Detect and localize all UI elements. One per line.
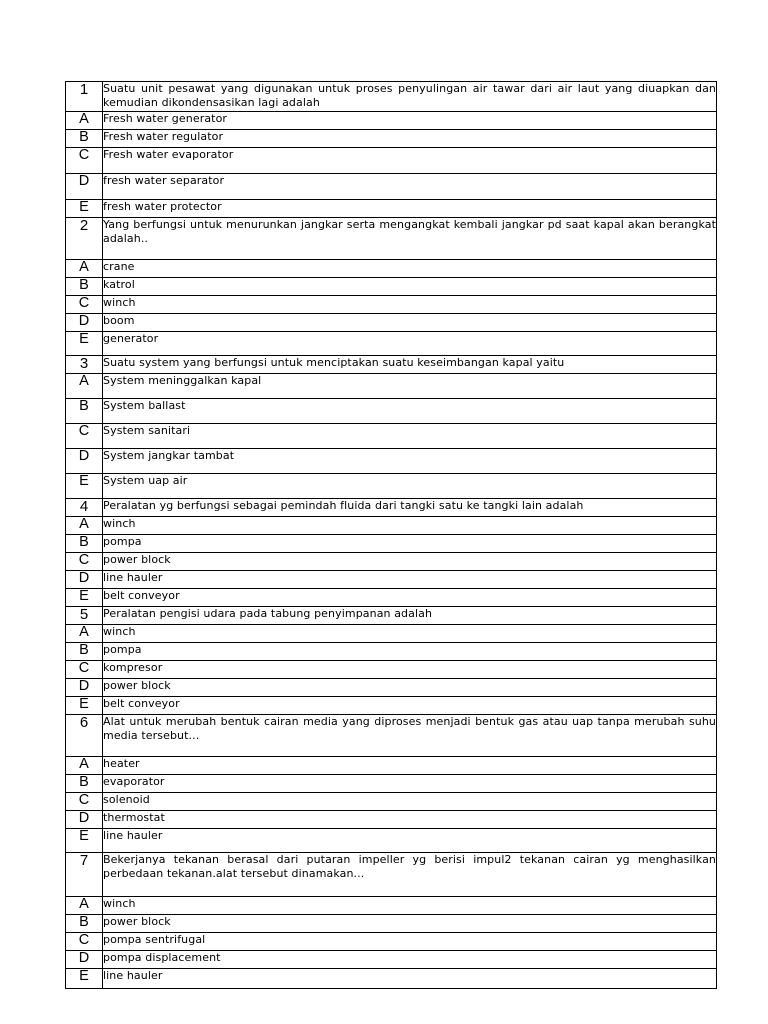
quiz-table xyxy=(65,81,717,989)
option-letter: E xyxy=(66,200,103,218)
option-text: line hauler xyxy=(103,969,717,989)
option-letter: A xyxy=(66,625,103,643)
option-letter: A xyxy=(66,260,103,278)
option-text: evaporator xyxy=(103,775,717,793)
option-row xyxy=(66,535,717,553)
option-row xyxy=(66,260,717,278)
option-row xyxy=(66,811,717,829)
option-text: thermostat xyxy=(103,811,717,829)
question-row xyxy=(66,218,717,260)
option-letter: B xyxy=(66,643,103,661)
question-text: Suatu system yang berfungsi untuk menciptakan suatu keseimbangan kapal yaitu xyxy=(103,356,717,374)
option-letter: A xyxy=(66,517,103,535)
option-row xyxy=(66,296,717,314)
option-text: heater xyxy=(103,757,717,775)
option-row xyxy=(66,775,717,793)
option-text: belt conveyor xyxy=(103,589,717,607)
option-row xyxy=(66,314,717,332)
option-text: solenoid xyxy=(103,793,717,811)
option-row xyxy=(66,643,717,661)
option-row xyxy=(66,951,717,969)
option-text: System jangkar tambat xyxy=(103,449,717,474)
option-text: System sanitari xyxy=(103,424,717,449)
option-text: winch xyxy=(103,625,717,643)
question-text: Bekerjanya tekanan berasal dari putaran impeller yg berisi impul2 tekanan cairan yg menghasilkan perbedaan tekanan.alat tersebut dinamakan... xyxy=(103,853,717,897)
option-text: pompa xyxy=(103,535,717,553)
question-text: Peralatan yg berfungsi sebagai pemindah fluida dari tangki satu ke tangki lain adalah xyxy=(103,499,717,517)
option-text: power block xyxy=(103,553,717,571)
option-row xyxy=(66,571,717,589)
question-number: 5 xyxy=(66,607,103,625)
option-letter: E xyxy=(66,332,103,356)
question-text: Alat untuk merubah bentuk cairan media yang diproses menjadi bentuk gas atau uap tanpa merubah suhu media tersebut... xyxy=(103,715,717,757)
option-row xyxy=(66,829,717,853)
question-row xyxy=(66,607,717,625)
option-row xyxy=(66,449,717,474)
option-text: winch xyxy=(103,897,717,915)
option-letter: E xyxy=(66,697,103,715)
option-letter: E xyxy=(66,969,103,989)
option-text: generator xyxy=(103,332,717,356)
question-number: 1 xyxy=(66,82,103,112)
option-row xyxy=(66,474,717,499)
question-row xyxy=(66,853,717,897)
question-text: Yang berfungsi untuk menurunkan jangkar serta mengangkat kembali jangkar pd saat kapal akan berangkat adalah.. xyxy=(103,218,717,260)
option-text: fresh water separator xyxy=(103,174,717,200)
option-letter: B xyxy=(66,535,103,553)
option-letter: D xyxy=(66,449,103,474)
question-text: Suatu unit pesawat yang digunakan untuk proses penyulingan air tawar dari air laut yang diuapkan dan kemudian dikondensasikan lagi adalah xyxy=(103,82,717,112)
option-letter: B xyxy=(66,278,103,296)
option-row xyxy=(66,278,717,296)
option-row xyxy=(66,969,717,989)
option-text: line hauler xyxy=(103,571,717,589)
option-letter: D xyxy=(66,679,103,697)
option-text: pompa sentrifugal xyxy=(103,933,717,951)
option-row xyxy=(66,374,717,399)
option-letter: A xyxy=(66,374,103,399)
option-letter: E xyxy=(66,589,103,607)
option-row xyxy=(66,148,717,174)
option-text: pompa xyxy=(103,643,717,661)
option-letter: C xyxy=(66,296,103,314)
option-letter: B xyxy=(66,915,103,933)
option-row xyxy=(66,424,717,449)
question-row xyxy=(66,356,717,374)
option-letter: A xyxy=(66,757,103,775)
option-text: System meninggalkan kapal xyxy=(103,374,717,399)
option-row xyxy=(66,757,717,775)
option-letter: E xyxy=(66,474,103,499)
option-text: System ballast xyxy=(103,399,717,424)
question-row xyxy=(66,499,717,517)
option-text: belt conveyor xyxy=(103,697,717,715)
question-number: 3 xyxy=(66,356,103,374)
option-row xyxy=(66,517,717,535)
question-number: 4 xyxy=(66,499,103,517)
option-row xyxy=(66,661,717,679)
option-letter: B xyxy=(66,775,103,793)
question-number: 2 xyxy=(66,218,103,260)
option-text: winch xyxy=(103,296,717,314)
option-letter: C xyxy=(66,661,103,679)
option-letter: C xyxy=(66,933,103,951)
question-row xyxy=(66,715,717,757)
option-text: kompresor xyxy=(103,661,717,679)
option-letter: C xyxy=(66,793,103,811)
option-text: System uap air xyxy=(103,474,717,499)
option-letter: E xyxy=(66,829,103,853)
option-text: winch xyxy=(103,517,717,535)
option-text: crane xyxy=(103,260,717,278)
question-row xyxy=(66,82,717,112)
option-letter: D xyxy=(66,811,103,829)
option-letter: B xyxy=(66,130,103,148)
option-letter: C xyxy=(66,424,103,449)
option-row xyxy=(66,697,717,715)
option-row xyxy=(66,625,717,643)
option-text: pompa displacement xyxy=(103,951,717,969)
option-letter: B xyxy=(66,399,103,424)
option-row xyxy=(66,679,717,697)
option-text: fresh water protector xyxy=(103,200,717,218)
question-number: 7 xyxy=(66,853,103,897)
question-text: Peralatan pengisi udara pada tabung penyimpanan adalah xyxy=(103,607,717,625)
option-text: Fresh water generator xyxy=(103,112,717,130)
option-text: power block xyxy=(103,915,717,933)
option-letter: D xyxy=(66,174,103,200)
option-text: Fresh water evaporator xyxy=(103,148,717,174)
option-letter: C xyxy=(66,553,103,571)
option-letter: D xyxy=(66,951,103,969)
option-text: line hauler xyxy=(103,829,717,853)
option-text: katrol xyxy=(103,278,717,296)
option-text: Fresh water regulator xyxy=(103,130,717,148)
option-row xyxy=(66,332,717,356)
option-row xyxy=(66,897,717,915)
option-row xyxy=(66,130,717,148)
option-letter: D xyxy=(66,314,103,332)
option-text: power block xyxy=(103,679,717,697)
option-row xyxy=(66,200,717,218)
option-text: boom xyxy=(103,314,717,332)
option-letter: D xyxy=(66,571,103,589)
option-row xyxy=(66,399,717,424)
option-row xyxy=(66,174,717,200)
option-row xyxy=(66,793,717,811)
option-letter: A xyxy=(66,897,103,915)
option-row xyxy=(66,933,717,951)
option-row xyxy=(66,589,717,607)
option-row xyxy=(66,915,717,933)
option-letter: A xyxy=(66,112,103,130)
option-row xyxy=(66,112,717,130)
option-row xyxy=(66,553,717,571)
question-number: 6 xyxy=(66,715,103,757)
option-letter: C xyxy=(66,148,103,174)
